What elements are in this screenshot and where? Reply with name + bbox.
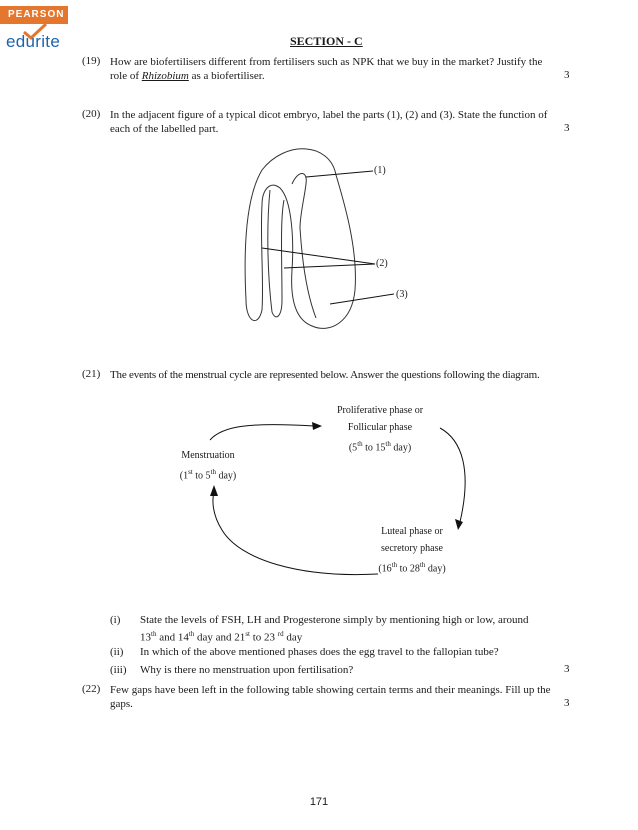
subquestion-iii-number: (iii) [110, 664, 127, 676]
pearson-logo: PEARSON [0, 6, 68, 24]
edurite-logo: edurite [6, 32, 61, 51]
question-22-line1: Few gaps have been left in the following table showing certain terms and their meanings. Fill up the [110, 684, 551, 696]
follicular-phase-name1: Proliferative phase or [336, 405, 424, 416]
question-19-line2: role of Rhizobium as a biofertiliser. [110, 70, 265, 82]
question-19-marks: 3 [564, 69, 570, 81]
question-19-line1: How are biofertilisers different from fertilisers such as NPK that we buy in the market? Justify the [110, 56, 543, 68]
question-20-marks: 3 [564, 122, 570, 134]
figure-label-1: (1) [374, 165, 386, 176]
pointer-line-1 [306, 171, 373, 177]
arrow-luteal-to-menstruation [213, 492, 378, 575]
subquestion-i-line2: 13th and 14th day and 21st to 23 $^{rd}$ day [140, 630, 303, 644]
arrow-follicular-to-luteal [440, 428, 465, 522]
subquestion-ii-line1: In which of the above mentioned phases does the egg travel to the fallopian tube? [140, 646, 499, 658]
rhizobium-term: Rhizobium [141, 70, 189, 82]
subquestion-iii-line1: Why is there no menstruation upon fertilisation? [140, 664, 354, 676]
menstruation-name: Menstruation [181, 450, 235, 461]
follicular-phase-days: (5th to 15th day) [348, 440, 412, 454]
menstruation-days: (1st to 5th day) [179, 468, 237, 482]
pointer-line-3 [330, 294, 394, 304]
question-20-line2: each of the labelled part. [110, 123, 219, 135]
question-19-number: (19) [82, 55, 101, 67]
pointer-line-2b [284, 264, 375, 268]
figure-label-3: (3) [396, 289, 408, 300]
pointer-line-2a [262, 248, 375, 264]
follicular-phase-name2: Follicular phase [347, 422, 413, 433]
question-21-line1: The events of the menstrual cycle are represented below. Answer the questions following the diagram. [110, 369, 540, 381]
luteal-phase-days: (16th to 28th day) [378, 561, 446, 575]
luteal-phase-name1: Luteal phase or [381, 526, 443, 537]
question-22-number: (22) [82, 683, 101, 695]
arrow-menstruation-to-follicular [210, 425, 314, 440]
luteal-phase-name2: secretory phase [381, 543, 443, 554]
arrowhead-follicular [312, 422, 322, 430]
embryo-inner-outline [268, 190, 284, 317]
subquestion-i-line1: State the levels of FSH, LH and Progesterone simply by mentioning high or low, around [140, 614, 529, 626]
question-20-number: (20) [82, 108, 101, 120]
figure-label-2: (2) [376, 258, 388, 269]
question-22-line2: gaps. [110, 698, 133, 710]
section-title: SECTION - C [290, 34, 363, 48]
embryo-plumule [292, 174, 306, 229]
subquestion-ii-number: (ii) [110, 646, 124, 658]
arrowhead-menstruation [210, 485, 218, 496]
page-number: 171 [309, 796, 329, 808]
question-22-marks: 3 [564, 697, 570, 709]
question-20-line1: In the adjacent figure of a typical dicot embryo, label the parts (1), (2) and (3). State the function of [110, 109, 548, 121]
question-21-number: (21) [82, 368, 101, 380]
embryo-radicle [300, 228, 316, 318]
question-21-marks: 3 [564, 663, 570, 675]
subquestion-i-number: (i) [110, 614, 121, 626]
